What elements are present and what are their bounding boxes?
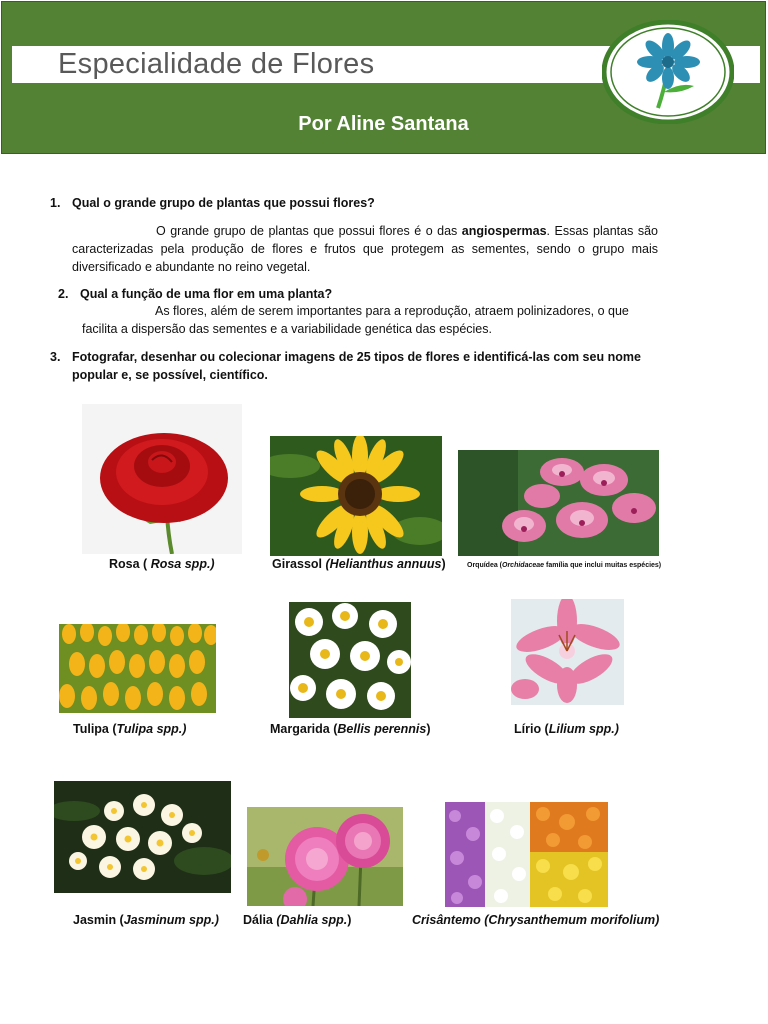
- caption-girassol: Girassol (Helianthus annuus): [272, 557, 446, 571]
- caption-dalia: Dália (Dahlia spp.): [243, 913, 352, 927]
- caption-tulipa: Tulipa (Tulipa spp.): [73, 722, 187, 736]
- flower-logo-icon: [602, 20, 734, 124]
- page-title: Especialidade de Flores: [58, 48, 375, 80]
- chrysanthemum-photo: [445, 802, 608, 907]
- answer-1: O grande grupo de plantas que possui flores é o das angiospermas. Essas plantas são caracterizadas pela produção de flores e frutos que protegem as sementes, sendo o grupo mais diversificado e abundante no reino vegetal.: [72, 224, 658, 274]
- lily-photo: [511, 599, 624, 705]
- caption-rosa: Rosa ( Rosa spp.): [109, 557, 215, 571]
- caption-lirio: Lírio (Lilium spp.): [514, 722, 619, 736]
- answer-2-line-2: facilita a dispersão das sementes e a variabilidade genética das espécies.: [82, 322, 492, 336]
- orchid-photo: [458, 450, 659, 556]
- tulip-photo: [59, 624, 216, 713]
- caption-margarida: Margarida (Bellis perennis): [270, 722, 431, 736]
- author-subtitle: Por Aline Santana: [298, 113, 469, 135]
- question-3: 3. Fotografar, desenhar ou colecionar imagens de 25 tipos de flores e identificá-las com seu nome: [50, 350, 641, 364]
- rose-photo: [82, 404, 242, 554]
- question-1: 1. Qual o grande grupo de plantas que possui flores?: [50, 196, 375, 210]
- question-3-line-2: popular e, se possível, científico.: [72, 368, 268, 382]
- question-2: 2. Qual a função de uma flor em uma planta?: [58, 287, 333, 301]
- jasmine-photo: [54, 781, 231, 893]
- daisy-photo: [289, 602, 411, 718]
- caption-jasmin: Jasmin (Jasminum spp.): [73, 913, 219, 927]
- answer-2-line-1: As flores, além de serem importantes para a reprodução, atraem polinizadores, o que: [155, 304, 629, 318]
- dahlia-photo: [247, 807, 403, 906]
- header-banner: [1, 1, 766, 154]
- caption-orquidea: Orquídea (Orchidaceae família que inclui muitas espécies): [467, 562, 662, 569]
- caption-crisantemo: Crisântemo (Chrysanthemum morifolium): [412, 913, 660, 927]
- sunflower-photo: [270, 436, 442, 556]
